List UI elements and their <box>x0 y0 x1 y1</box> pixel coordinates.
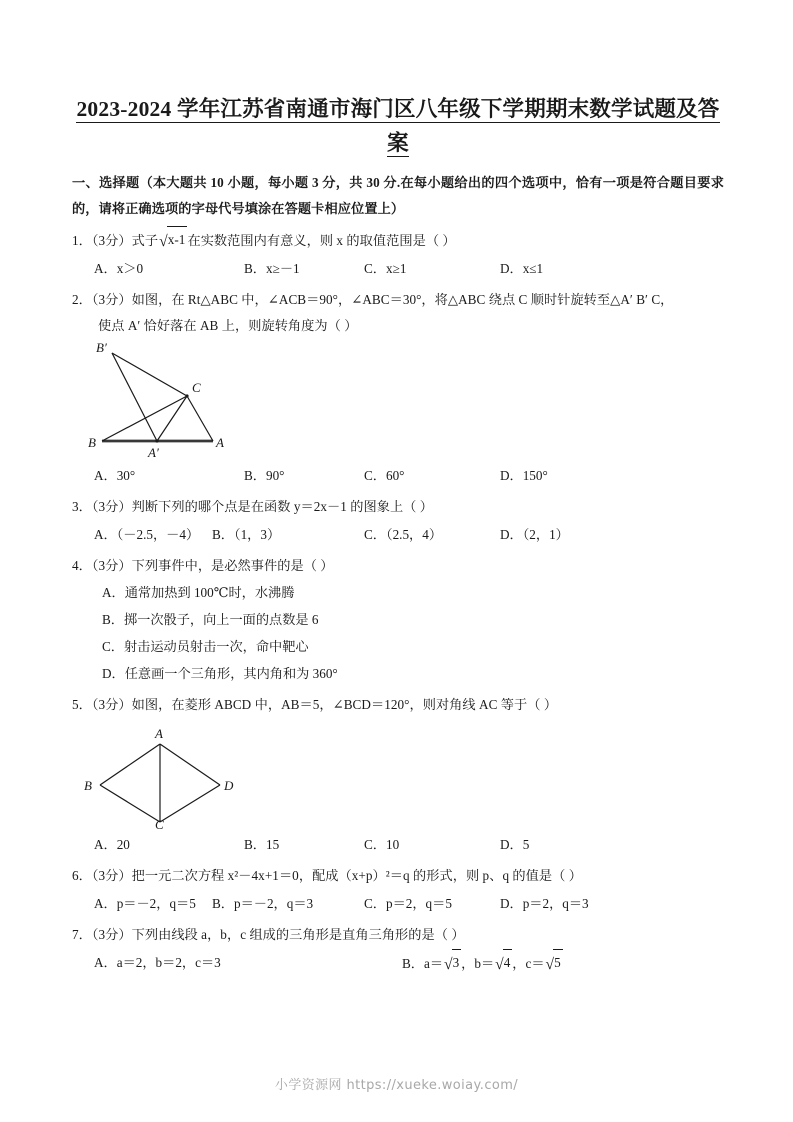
question-7-options <box>72 950 724 976</box>
question-6-option-b[interactable]: B．p＝－2，q＝3 <box>212 896 314 911</box>
question-2-stem <box>72 287 724 339</box>
document-content <box>72 92 724 976</box>
vertex-Aprime-dot <box>155 439 158 442</box>
question-4-option-c[interactable]: C．射击运动员射击一次，命中靶心 <box>102 639 309 654</box>
segment-BC <box>100 785 160 822</box>
question-2-option-a[interactable]: A．30° <box>94 468 136 483</box>
label-A: A <box>216 435 224 450</box>
question-7-option-b[interactable]: B．a＝√3 ，b＝√4 ，c＝√5 <box>402 950 563 977</box>
label-C: C <box>155 817 164 830</box>
sqrt-icon: √x-1 <box>158 227 187 254</box>
title-line-2: 案 <box>387 131 409 155</box>
question-6 <box>72 863 724 917</box>
question-1-option-c[interactable]: C．x≥1 <box>364 261 407 276</box>
question-6-options <box>72 891 724 917</box>
rotated-triangle-svg <box>72 343 332 461</box>
question-1 <box>72 227 724 282</box>
question-7-option-a[interactable]: A．a＝2，b＝2，c＝3 <box>94 955 221 970</box>
rhombus-diagram <box>72 722 724 830</box>
label-C: C <box>192 380 201 395</box>
label-B: B <box>84 778 92 793</box>
question-4-stem: 4．（3分）下列事件中，是必然事件的是（ ） <box>72 558 334 573</box>
segment-BC <box>102 396 187 441</box>
sqrt-icon: √5 <box>545 950 563 977</box>
question-3 <box>72 494 724 548</box>
question-5-option-a[interactable]: A．20 <box>94 837 130 852</box>
question-3-options <box>72 522 724 548</box>
question-1-option-a[interactable]: A．x＞0 <box>94 261 144 276</box>
question-4-option-a[interactable]: A．通常加热到 100℃时，水沸腾 <box>102 585 295 600</box>
question-2-option-d[interactable]: D．150° <box>500 468 548 483</box>
question-7 <box>72 922 724 976</box>
rotated-triangle-diagram <box>72 343 724 461</box>
question-1-option-b[interactable]: B．x≥－1 <box>244 261 300 276</box>
label-B-prime: B′ <box>96 343 107 355</box>
question-1-options <box>72 256 724 282</box>
question-5 <box>72 692 724 858</box>
question-5-option-c[interactable]: C．10 <box>364 837 400 852</box>
question-3-stem: 3．（3分）判断下列的哪个点是在函数 y＝2x－1 的图象上（ ） <box>72 499 434 514</box>
question-3-option-d[interactable]: D．（2，1） <box>500 527 569 542</box>
sqrt-icon: √4 <box>494 950 512 977</box>
question-1-stem <box>72 227 724 254</box>
question-6-option-a[interactable]: A．p＝－2，q＝5 <box>94 896 196 911</box>
segment-DA <box>160 744 220 785</box>
segment-AB <box>100 744 160 785</box>
question-7-stem: 7．（3分）下列由线段 a，b，c 组成的三角形是直角三角形的是（ ） <box>72 927 465 942</box>
question-6-option-d[interactable]: D．p＝2，q＝3 <box>500 896 589 911</box>
question-5-option-b[interactable]: B．15 <box>244 837 280 852</box>
question-2 <box>72 287 724 489</box>
question-5-options <box>72 832 724 858</box>
vertex-C-dot <box>185 394 188 397</box>
segment-AprimeC <box>157 396 187 441</box>
question-6-option-c[interactable]: C．p＝2，q＝5 <box>364 896 452 911</box>
question-5-option-d[interactable]: D．5 <box>500 837 530 852</box>
question-1-option-d[interactable]: D．x≤1 <box>500 261 544 276</box>
rhombus-svg <box>72 722 312 830</box>
question-3-option-a[interactable]: A．（－2.5，－4） <box>94 527 200 542</box>
question-3-option-c[interactable]: C．（2.5，4） <box>364 527 443 542</box>
question-4 <box>72 553 724 687</box>
question-1-stem-post: 在实数范围内有意义，则 x 的取值范围是（ ） <box>187 233 456 248</box>
question-4-option-b[interactable]: B．掷一次骰子，向上一面的点数是 6 <box>102 612 319 627</box>
page-title <box>72 92 724 160</box>
sqrt-icon: √3 <box>443 950 461 977</box>
question-4-options <box>72 579 724 687</box>
label-A-prime: A′ <box>148 445 159 460</box>
label-D: D <box>224 778 234 793</box>
question-2-option-c[interactable]: C．60° <box>364 468 405 483</box>
question-6-stem: 6．（3分）把一元二次方程 x²－4x+1＝0，配成（x+p）²＝q 的形式，则 p、q 的值是（ ） <box>72 868 582 883</box>
title-line-1: 2023-2024 学年江苏省南通市海门区八年级下学期期末数学试题及答 <box>76 97 720 121</box>
question-3-option-b[interactable]: B．（1，3） <box>212 527 281 542</box>
question-5-stem: 5．（3分）如图，在菱形 ABCD 中，AB＝5，∠BCD＝120°，则对角线 AC 等于（ ） <box>72 697 558 712</box>
question-1-radicand: x-1 <box>167 226 188 253</box>
question-2-stem-line-1: 2．（3分）如图，在 Rt△ABC 中，∠ACB＝90°，∠ABC＝30°，将△ABC 绕点 C 顺时针旋转至△A′ B′ C， <box>72 292 674 307</box>
segment-CD <box>160 785 220 822</box>
segment-CA <box>187 396 213 441</box>
section-header: 一、选择题（本大题共 10 小题，每小题 3 分，共 30 分.在每小题给出的四个选项中，恰有一项是符合题目要求的，请将正确选项的字母代号填涂在答题卡相应位置上） <box>72 175 724 216</box>
question-2-stem-line-2: 使点 A′ 恰好落在 AB 上，则旋转角度为（ ） <box>98 318 358 333</box>
label-B: B <box>88 435 96 450</box>
question-2-option-b[interactable]: B．90° <box>244 468 285 483</box>
question-2-options <box>72 463 724 489</box>
watermark: 小学资源网 https://xueke.woiay.com/ <box>274 1078 519 1093</box>
question-4-option-d[interactable]: D．任意画一个三角形，其内角和为 360° <box>102 666 338 681</box>
label-A: A <box>155 726 163 741</box>
question-1-stem-pre: 1．（3分）式子 <box>72 233 159 248</box>
